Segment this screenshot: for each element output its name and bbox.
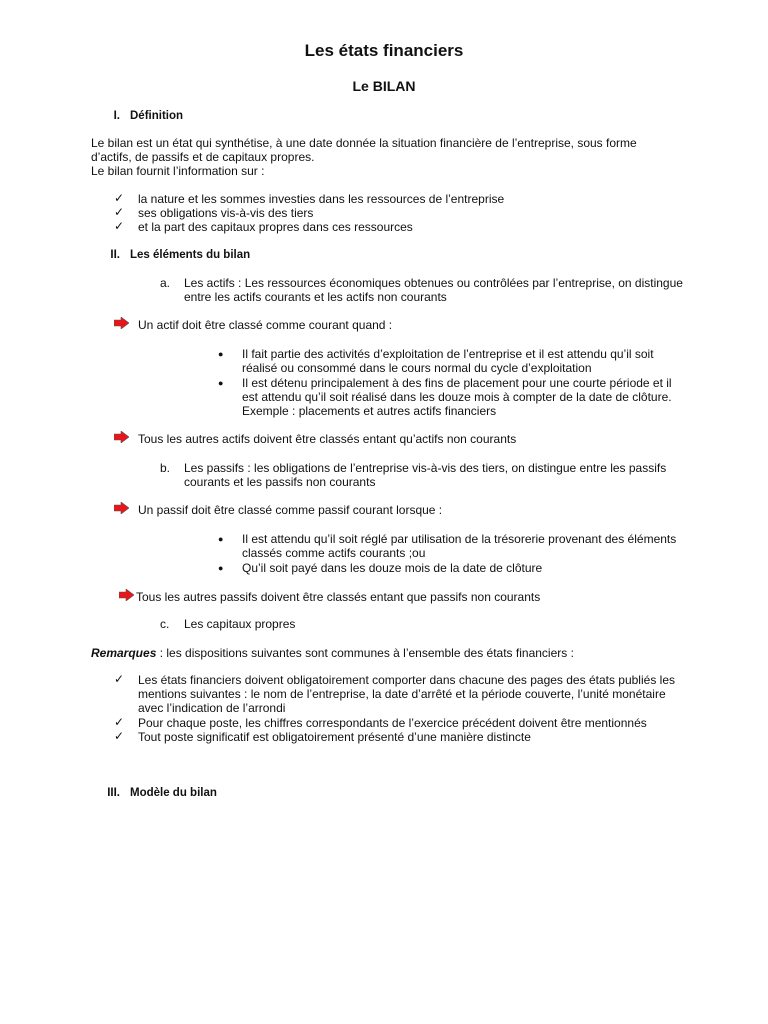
item-letter: c. <box>160 617 170 631</box>
section-label: Les éléments du bilan <box>130 249 251 261</box>
check-icon: ✓ <box>114 219 125 233</box>
text-line: réalisé ou consommé dans le cours normal du cycle d’exploitation <box>242 361 592 375</box>
text-line: avec l’indication de l’arrondi <box>138 701 286 715</box>
passif-non-courant: Tous les autres passifs doivent être classés entant que passifs non courants <box>136 590 541 604</box>
page-title: Les états financiers <box>304 41 464 60</box>
bullet-icon: ● <box>218 534 224 544</box>
text-line: entre les actifs courants et les actifs non courants <box>184 290 447 304</box>
bullet-icon: ● <box>218 563 224 573</box>
text-line: Il fait partie des activités d’exploitation de l’entreprise et il est attendu qu’il soit <box>242 347 654 361</box>
check-icon: ✓ <box>114 729 125 743</box>
text-line: courants et les passifs non courants <box>184 475 376 489</box>
text-line: Pour chaque poste, les chiffres correspondants de l’exercice précédent doivent être mentionnés <box>138 716 647 730</box>
remarques-paragraph <box>91 646 574 660</box>
actif-non-courant: Tous les autres actifs doivent être classés entant qu’actifs non courants <box>138 432 517 446</box>
check-icon: ✓ <box>114 672 125 686</box>
item-letter: a. <box>160 276 171 290</box>
text-line: Les actifs : Les ressources économiques obtenues ou contrôlées par l’entreprise, on distingue <box>184 276 683 290</box>
text-line: Le bilan est un état qui synthétise, à une date donnée la situation financière de l’entreprise, sous forme <box>91 136 637 150</box>
section-label: Modèle du bilan <box>130 787 217 799</box>
section-heading-3 <box>100 786 217 800</box>
remarques-text: : les dispositions suivantes sont communes à l’ensemble des états financiers : <box>156 646 574 660</box>
list-item: la nature et les sommes investies dans les ressources de l’entreprise <box>138 192 505 206</box>
text-line: Il est détenu principalement à des fins de placement pour une courte période et il <box>242 376 672 390</box>
actif-courant-intro: Un actif doit être classé comme courant quand : <box>138 318 393 332</box>
section-number: II. <box>110 249 120 261</box>
section-heading-1 <box>100 109 183 123</box>
bullet-icon: ● <box>218 349 224 359</box>
remarques-label: Remarques <box>91 646 157 660</box>
text-line: est attendu qu’il soit réalisé dans les douze mois à compter de la date de clôture. <box>242 390 672 404</box>
text-line: Qu’il soit payé dans les douze mois de la date de clôture <box>242 561 543 575</box>
text-line: classés comme actifs courants ;ou <box>242 546 426 560</box>
red-arrow-icon <box>114 502 129 514</box>
check-icon: ✓ <box>114 205 125 219</box>
red-arrow-icon <box>114 431 129 443</box>
page-subtitle: Le BILAN <box>352 78 416 94</box>
red-arrow-icon <box>119 589 134 601</box>
text-line: d’actifs, de passifs et de capitaux propres. <box>91 150 315 164</box>
passif-courant-intro: Un passif doit être classé comme passif courant lorsque : <box>138 503 443 517</box>
text-line: mentions suivantes : le nom de l’entreprise, la date d’arrêté et la période couverte, l’unité monétaire <box>138 687 666 701</box>
text-line: Tout poste significatif est obligatoirement présenté d’une manière distincte <box>138 730 531 744</box>
text-line: Il est attendu qu’il soit réglé par utilisation de la trésorerie provenant des éléments <box>242 532 677 546</box>
text-line: Les états financiers doivent obligatoirement comporter dans chacune des pages des états publiés les <box>138 673 675 687</box>
section-number: III. <box>107 787 120 799</box>
item-letter: b. <box>160 461 171 475</box>
text-line: Les capitaux propres <box>184 617 296 631</box>
section-heading-2 <box>100 248 250 262</box>
red-arrow-icon <box>114 317 129 329</box>
check-icon: ✓ <box>114 191 125 205</box>
text-line: Les passifs : les obligations de l’entreprise vis-à-vis des tiers, on distingue entre les passifs <box>184 461 667 475</box>
definition-paragraph <box>91 136 731 178</box>
text-line: Exemple : placements et autres actifs financiers <box>242 404 497 418</box>
bullet-icon: ● <box>218 378 224 388</box>
check-icon: ✓ <box>114 715 125 729</box>
list-item: ses obligations vis-à-vis des tiers <box>138 206 314 220</box>
text-line: Le bilan fournit l’information sur : <box>91 164 265 178</box>
section-label: Définition <box>130 110 184 122</box>
section-number: I. <box>113 110 120 122</box>
list-item: et la part des capitaux propres dans ces ressources <box>138 220 413 234</box>
